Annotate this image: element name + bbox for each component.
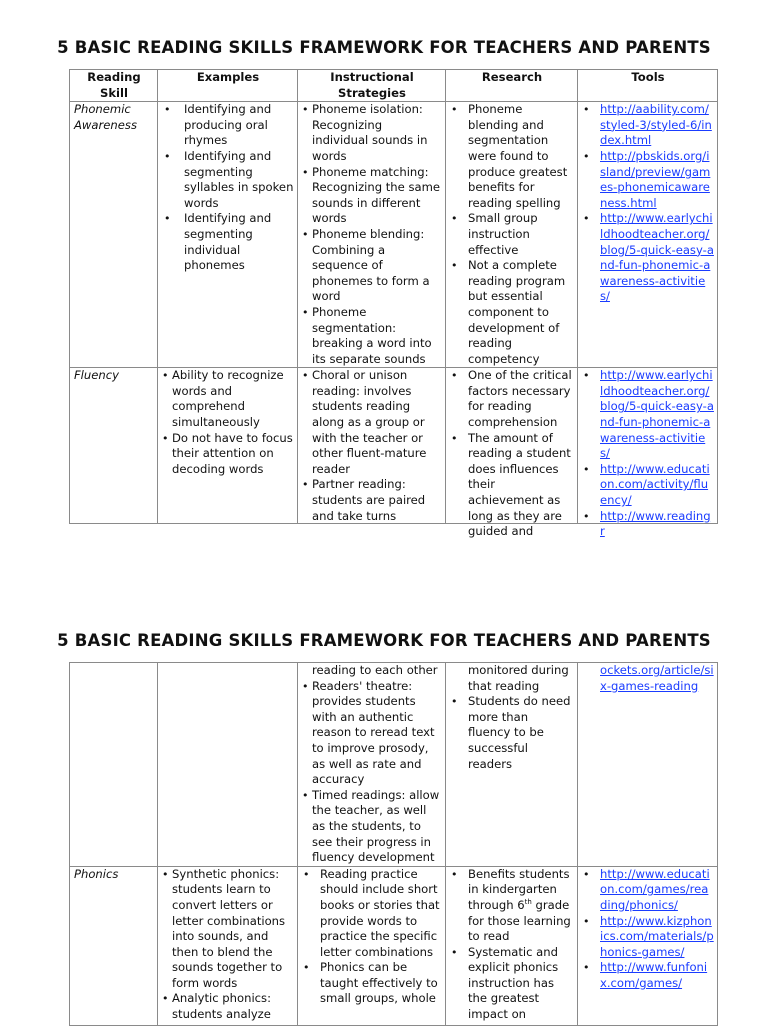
tools-cell xyxy=(578,663,718,867)
list-item: • Ability to recognize words and comprehend simultaneously xyxy=(162,368,294,430)
tools-cell xyxy=(578,102,718,368)
list-item: • Identifying and segmenting syllables in spoken words xyxy=(162,149,294,211)
list-item-continuation: monitored during that reading xyxy=(468,663,569,693)
table-row-phonemic-awareness xyxy=(70,102,718,368)
examples-cell xyxy=(158,102,298,368)
skill-cell: Phonemic Awareness xyxy=(70,102,158,368)
list-item: • Students do need more than fluency to be successful readers xyxy=(450,694,574,772)
tool-link[interactable]: http://pbskids.org/island/preview/games-phonemicawareness.html xyxy=(600,148,711,210)
tool-link[interactable]: http://www.funfonix.com/games/ xyxy=(600,960,708,990)
list-item: • The amount of reading a student does influences their achievement as long as they are guided and xyxy=(450,431,574,540)
framework-table xyxy=(69,69,718,539)
tool-link[interactable]: http://www.education.com/games/reading/phonics/ xyxy=(600,866,710,912)
strategies-cell xyxy=(298,368,446,524)
list-item xyxy=(582,149,714,211)
research-cell xyxy=(446,368,578,539)
table-header-row xyxy=(70,70,718,102)
list-item: • One of the critical factors necessary for reading comprehension xyxy=(450,368,574,430)
tools-cell xyxy=(578,368,718,539)
research-cell xyxy=(446,663,578,867)
strategies-cell xyxy=(298,102,446,368)
list-item xyxy=(582,914,714,961)
list-item: • Partner reading: students are paired and take turns xyxy=(302,477,442,524)
tool-link[interactable]: http://www.education.com/activity/fluency/ xyxy=(600,461,710,508)
header-research: Research xyxy=(446,70,578,102)
list-item: • Readers' theatre: provides students with an authentic reason to reread text to improve prosody, as well as rate and accuracy xyxy=(302,679,442,788)
framework-table-continued xyxy=(69,662,718,1026)
list-item xyxy=(582,960,714,991)
research-cell xyxy=(446,866,578,1025)
list-item xyxy=(582,462,714,509)
list-item: • Phoneme matching: Recognizing the same sounds in different words xyxy=(302,165,442,227)
list-item: • Reading practice should include short books or stories that provide words to practice the specific letter combinations xyxy=(302,867,442,961)
list-item: • Synthetic phonics: students learn to convert letters or letter combinations into sounds, and then to blend the sounds together to form words xyxy=(162,867,294,992)
research-cell xyxy=(446,102,578,368)
tools-cell xyxy=(578,866,718,1025)
tool-link[interactable]: http://aability.com/styled-3/styled-6/index.html xyxy=(600,102,712,148)
tool-link[interactable]: http://www.readingr xyxy=(600,508,711,539)
list-item: • Timed readings: allow the teacher, as well as the students, to see their progress in fluency development xyxy=(302,788,442,866)
skill-cell xyxy=(70,663,158,867)
tool-link[interactable]: ockets.org/article/six-games-reading xyxy=(600,663,714,693)
list-item: • Analytic phonics: students analyze xyxy=(162,991,294,1022)
list-item: • Identifying and segmenting individual phonemes xyxy=(162,211,294,273)
list-item xyxy=(450,867,574,945)
page-title: 5 BASIC READING SKILLS FRAMEWORK FOR TEACHERS AND PARENTS xyxy=(57,38,711,57)
list-item: • Not a complete reading program but essential component to development of reading competency xyxy=(450,258,574,367)
strategies-cell xyxy=(298,663,446,867)
list-item: • Phoneme segmentation: breaking a word into its separate sounds xyxy=(302,305,442,367)
list-item: • Phonics can be taught effectively to small groups, whole xyxy=(302,960,442,1007)
list-item: • Systematic and explicit phonics instruction has the greatest impact on xyxy=(450,945,574,1023)
header-reading-skill: Reading Skill xyxy=(70,70,158,102)
examples-cell xyxy=(158,866,298,1025)
table-row-fluency xyxy=(70,368,718,524)
tool-link[interactable]: http://www.earlychildhoodteacher.org/blog/5-quick-easy-and-fun-phonemic-awareness-activities/ xyxy=(600,211,714,304)
list-item: • Phoneme blending and segmentation were found to produce greatest benefits for reading spelling xyxy=(450,102,574,211)
list-item: • Small group instruction effective xyxy=(450,211,574,258)
list-item xyxy=(582,509,714,540)
header-examples: Examples xyxy=(158,70,298,102)
list-item: • Do not have to focus their attention on decoding words xyxy=(162,431,294,478)
skill-cell: Fluency xyxy=(70,368,158,524)
skill-cell: Phonics xyxy=(70,866,158,1025)
list-item-continuation: reading to each other xyxy=(312,663,438,677)
table-row-fluency-continued xyxy=(70,663,718,867)
list-item: • Choral or unison reading: involves students reading along as a group or with the teacher or other fluent-mature reader xyxy=(302,368,442,477)
list-item xyxy=(582,867,714,914)
table-row-phonics xyxy=(70,866,718,1025)
tool-link[interactable]: http://www.kizphonics.com/materials/phonics-games/ xyxy=(600,913,714,959)
list-item: • Phoneme blending: Combining a sequence of phonemes to form a word xyxy=(302,227,442,305)
list-item: • Identifying and producing oral rhymes xyxy=(162,102,294,149)
list-item xyxy=(582,368,714,462)
examples-cell xyxy=(158,368,298,524)
strategies-cell xyxy=(298,866,446,1025)
list-item xyxy=(582,211,714,305)
header-tools: Tools xyxy=(578,70,718,102)
research-text: grade for those learning to read xyxy=(468,897,571,944)
list-item: • Phoneme isolation: Recognizing individual sounds in words xyxy=(302,102,442,164)
ordinal-suffix: th xyxy=(524,898,532,907)
page-title-continued: 5 BASIC READING SKILLS FRAMEWORK FOR TEACHERS AND PARENTS xyxy=(57,631,711,650)
list-item xyxy=(582,102,714,149)
tool-link[interactable]: http://www.earlychildhoodteacher.org/blog/5-quick-easy-and-fun-phonemic-awareness-activities/ xyxy=(600,368,714,461)
examples-cell xyxy=(158,663,298,867)
header-instructional-strategies: Instructional Strategies xyxy=(298,70,446,102)
research-text: Benefits students in kindergarten through 6 xyxy=(468,866,570,912)
